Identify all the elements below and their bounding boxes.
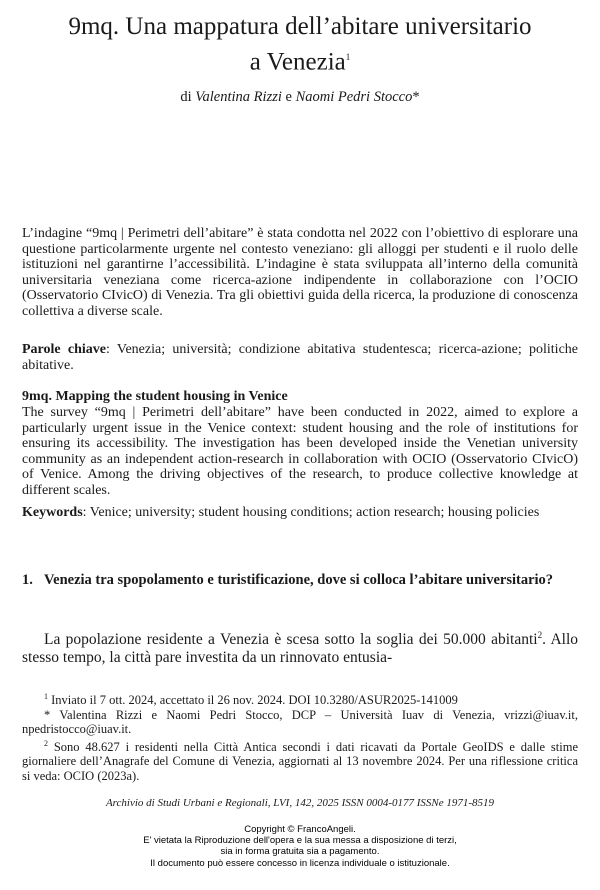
copyright-line-4: Il documento può essere concesso in licenza individuale o istituzionale.	[150, 857, 450, 869]
section-number: 1.	[22, 572, 33, 588]
body-paragraph	[22, 626, 578, 667]
footnote-1	[22, 690, 578, 708]
title-line-2: a Venezia	[249, 48, 346, 76]
footnote-author	[22, 708, 578, 737]
paper-title	[0, 12, 600, 77]
copyright-line-2: E' vietata la Riproduzione dell'opera e la sua messa a disposizione di terzi,	[143, 835, 457, 847]
keywords-en-label: Keywords	[22, 505, 83, 520]
keywords-it-list: : Venezia; università; condizione abitativa studentesca; ricerca-azione; politiche abitative.	[22, 342, 578, 373]
title-line-1: 9mq. Una mappatura dell’abitare universitario	[68, 13, 532, 40]
author-2: Naomi Pedri Stocco	[295, 89, 413, 105]
section-title: Venezia tra spopolamento e turistificazione, dove si colloca l’abitare universitario?	[44, 572, 554, 588]
footnote-ref-2: 2	[537, 630, 543, 640]
body-text-start: La popolazione residente a Venezia è scesa sotto la soglia dei 50.000 abitanti	[44, 631, 538, 649]
body-text-end: . Allo stesso tempo, la città pare investita da un rinnovato entusia-	[22, 631, 578, 667]
keywords-it-label: Parole chiave	[22, 342, 106, 357]
author-line	[0, 88, 600, 106]
abstract-italian: L’indagine “9mq | Perimetri dell’abitare” è stata condotta nel 2022 con l’obiettivo di esplorare una questione particolarmente urgente nel contesto veneziano: gli alloggi per studenti e il ruolo delle istituzioni nel garantirne l’accessibilità. L’indagine è stata sviluppata all’interno della comunità universitaria veneziana come ricerca-azione indipendente in collaborazione con l’OCIO (Osservatorio CIvicO) di Venezia. Tra gli obiettivi guida della ricerca, la produzione di conoscenza collettiva a diverse scale.	[22, 226, 578, 319]
footnote-text: Valentina Rizzi e Naomi Pedri Stocco, DCP – Università Iuav di Venezia, vrizzi@iuav.it, npedristocco@iuav.it.	[22, 707, 578, 737]
copyright-notice	[0, 824, 600, 869]
journal-citation: Archivio di Studi Urbani e Regionali, LVI, 142, 2025 ISSN 0004-0177 ISSNe 1971-8519	[105, 797, 495, 809]
author-marker: *	[412, 89, 420, 105]
footnote-2	[22, 737, 578, 784]
title-footnote-ref: 1	[345, 52, 351, 62]
abstract-english: The survey “9mq | Perimetri dell’abitare” have been conducted in 2022, aimed to explore a particularly urgent issue in the Venice context: student housing and the role of institutions for ensuring its accessibility. The investigation has been developed inside the Venetian university community as an independent action-research in collaboration with OCIO (Osservatorio CIvicO) of Venice. Among the driving objectives of the research, to produce collective knowledge at different scales.	[22, 405, 578, 498]
abstract-english-title: 9mq. Mapping the student housing in Venice	[22, 389, 288, 404]
footnote-mark: 1	[44, 692, 48, 701]
keywords-english	[22, 505, 578, 521]
keywords-en-list: : Venice; university; student housing conditions; action research; housing policies	[82, 505, 540, 520]
author-1: Valentina Rizzi	[195, 89, 282, 105]
copyright-line-1: Copyright © FrancoAngeli.	[244, 824, 356, 835]
copyright-line-3: sia in forma gratuita sia a pagamento.	[220, 846, 380, 858]
author-join: e	[281, 89, 296, 105]
footnote-text: Inviato il 7 ott. 2024, accettato il 26 nov. 2024. DOI 10.3280/ASUR2025-141009	[48, 693, 458, 708]
section-1-heading	[22, 572, 578, 589]
footnote-text: Sono 48.627 i residenti nella Città Antica secondi i dati ricavati da Portale GeoIDS e dalle stime giornaliere dell’Anagrafe del Comune di Venezia, aggiornati al 13 novembre 2024. Per una riflessione critica si veda: OCIO (2023a).	[22, 739, 578, 783]
keywords-italian	[22, 342, 578, 373]
footnotes	[22, 690, 578, 783]
footnote-mark: *	[44, 707, 51, 722]
footnote-mark: 2	[44, 738, 48, 748]
by-prefix: di	[180, 89, 196, 105]
